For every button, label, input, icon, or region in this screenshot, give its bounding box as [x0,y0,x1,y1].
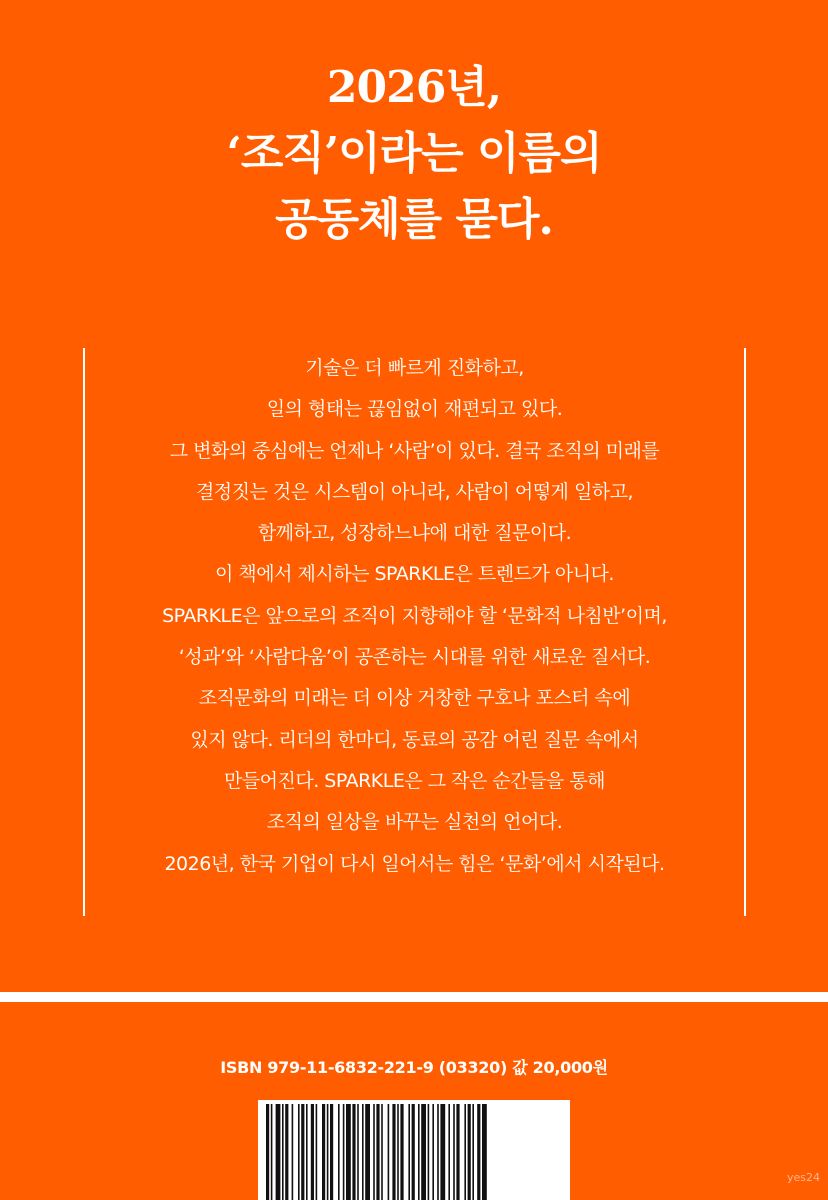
barcode-bar [316,1104,318,1200]
barcode-bar [362,1104,364,1200]
barcode-bar [292,1104,294,1200]
barcode-bar [352,1104,355,1200]
barcode-bar [477,1104,480,1200]
barcode-bar [448,1104,450,1200]
body-line: 함께하고, 성장하느냐에 대한 질문이다. [257,522,572,545]
barcode-bar [397,1104,399,1200]
body-line: 2026년, 한국 기업이 다시 일어서는 힘은 ‘문화’에서 시작된다. [164,852,665,875]
barcode-bar [453,1104,455,1200]
barcode-bar [306,1104,308,1200]
body-line: 그 변화의 중심에는 언제나 ‘사람’이 있다. 결국 조직의 미래를 [169,439,660,462]
barcode-bar [338,1104,340,1200]
barcode-bar [421,1104,426,1200]
barcode-bar [276,1104,281,1200]
white-divider-band [0,992,828,1002]
body-line: 만들어진다. SPARKLE은 그 작은 순간들을 통해 [223,769,606,792]
barcode-bar [440,1104,445,1200]
headline-line-1: 2026년, [326,62,502,113]
barcode-bar [456,1104,459,1200]
barcode-bar [357,1104,359,1200]
isbn-price-text: ISBN 979-11-6832-221-9 (03320) 값 20,000원 [220,1058,608,1077]
body-line: 일의 형태는 끊임없이 재편되고 있다. [266,398,563,421]
body-line: SPARKLE은 앞으로의 조직이 지향해야 할 ‘문화적 나침반’이며, [162,604,667,627]
barcode [258,1100,570,1200]
barcode-bar [412,1104,415,1200]
barcode-bar [322,1104,325,1200]
body-line: 조직문화의 미래는 더 이상 거창한 구호나 포스터 속에 [198,687,631,710]
barcode-bar [388,1104,390,1200]
barcode-bar [343,1104,345,1200]
barcode-bar [365,1104,370,1200]
barcode-bar [285,1104,288,1200]
barcode-bar [282,1104,284,1200]
barcode-bar [392,1104,395,1200]
barcode-bar [327,1104,329,1200]
barcode-bar [482,1104,487,1200]
barcode-bar [408,1104,410,1200]
headline-line-3: 공동체를 묻다. [275,194,553,245]
headline [0,55,828,253]
barcode-bar [346,1104,351,1200]
barcode-bar [464,1104,466,1200]
watermark-text: yes24 [786,1171,820,1184]
body-line: 기술은 더 빠르게 진화하고, [305,357,524,379]
barcode-bar [437,1104,439,1200]
body-text-box [83,348,746,916]
body-line: ‘성과’와 ‘사람다움’이 공존하는 시대를 위한 새로운 질서다. [178,646,651,669]
barcode-bar [330,1104,333,1200]
headline-line-2: ‘조직’이라는 이름의 [226,128,602,179]
barcode-bar [432,1104,434,1200]
body-line: 결정짓는 것은 시스템이 아니라, 사람이 어떻게 일하고, [195,480,634,503]
barcode-bar [376,1104,379,1200]
body-line: 조직의 일상을 바꾸는 실천의 언어다. [266,811,563,834]
barcode-bars [258,1100,570,1200]
barcode-bar [373,1104,375,1200]
body-line: 이 책에서 제시하는 SPARKLE은 트렌드가 아니다. [215,563,614,586]
barcode-bar [418,1104,420,1200]
barcode-bar [428,1104,430,1200]
barcode-bar [301,1104,304,1200]
barcode-bar [298,1104,300,1200]
body-line: 있지 않다. 리더의 한마디, 동료의 공감 어린 질문 속에서 [190,728,639,751]
barcode-bar [468,1104,471,1200]
barcode-bar [271,1104,273,1200]
barcode-bar [266,1104,269,1200]
barcode-bar [400,1104,403,1200]
barcode-bar [311,1104,314,1200]
barcode-bar [381,1104,383,1200]
body-text [83,348,746,885]
barcode-bar [472,1104,474,1200]
